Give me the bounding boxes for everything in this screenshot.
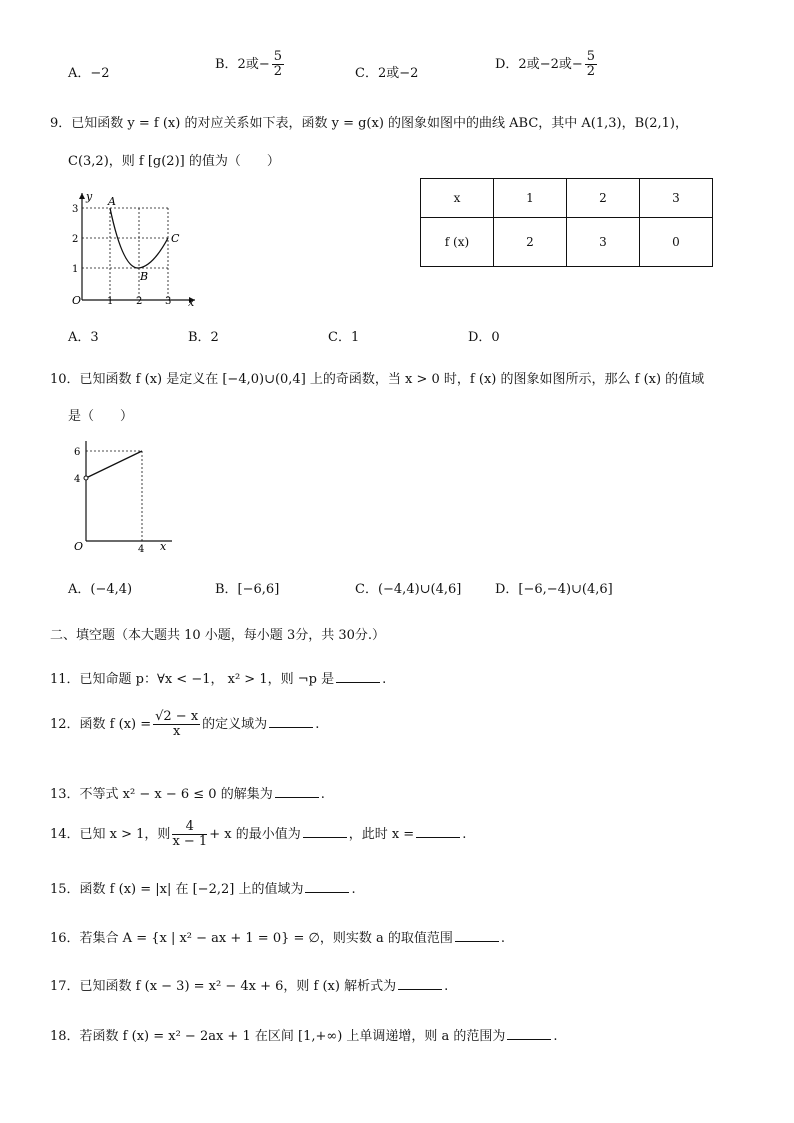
table-cell: x xyxy=(421,179,494,218)
q13-end: . xyxy=(320,787,325,802)
answer-blank[interactable] xyxy=(336,672,380,683)
q9-option-c: C．1 xyxy=(328,330,360,345)
answer-blank[interactable] xyxy=(305,882,349,893)
q10-x-label: x xyxy=(160,540,167,553)
table-cell: 2 xyxy=(567,179,640,218)
q10-option-d: D．[−6,−4)∪(4,6] xyxy=(495,582,613,597)
q15-end: . xyxy=(351,882,356,897)
q11-end: . xyxy=(382,672,387,687)
q9-x-tick-2: 2 xyxy=(136,296,143,307)
q10-line1: 10．已知函数 f (x) 是定义在 [−4,0)∪(0,4] 上的奇函数，当 x > 0 时，f (x) 的图象如图所示，那么 f (x) 的值域 xyxy=(50,372,705,387)
q16-end: . xyxy=(500,931,506,946)
q9-line2: C(3,2)，则 f [g(2)] 的值为（ ） xyxy=(68,154,280,169)
table-cell: 1 xyxy=(494,179,567,218)
q18 xyxy=(50,1025,558,1044)
q10-x-tick-4: 4 xyxy=(138,544,145,555)
q13-text: 13．不等式 x² − x − 6 ≤ 0 的解集为 xyxy=(50,787,273,802)
q8-option-b-prefix: B．2或− xyxy=(215,57,270,72)
answer-blank[interactable] xyxy=(455,931,499,942)
q14-end: . xyxy=(462,827,467,842)
q10-option-c: C．(−4,4)∪(4,6] xyxy=(355,582,462,597)
q9-x-tick-3: 3 xyxy=(165,296,172,307)
q14-prefix: 14．已知 x > 1，则 xyxy=(50,827,171,842)
table-cell: 3 xyxy=(567,218,640,267)
answer-blank[interactable] xyxy=(507,1029,551,1040)
fraction-numerator: 5 xyxy=(273,49,282,64)
q10-origin: O xyxy=(74,540,84,553)
fraction-numerator: 5 xyxy=(586,49,596,64)
q12-prefix: 12．函数 f (x) = xyxy=(50,717,152,732)
q9-function-table xyxy=(420,178,713,267)
answer-blank[interactable] xyxy=(303,827,347,838)
q14-mid2: ，此时 x = xyxy=(348,827,415,842)
q8-option-b xyxy=(215,50,286,79)
q8-option-d-prefix: D．2或−2或− xyxy=(495,57,583,72)
fraction-denominator: 2 xyxy=(273,64,282,79)
q14-fraction xyxy=(172,820,207,849)
q9-y-tick-2: 2 xyxy=(72,234,79,245)
fraction-numerator: 4 xyxy=(172,820,207,835)
q10-y-tick-4: 4 xyxy=(74,474,81,485)
q18-end: . xyxy=(553,1029,558,1044)
q9-origin: O xyxy=(72,294,82,307)
section-2-heading: 二、填空题（本大题共 10 小题，每小题 3分，共 30分.） xyxy=(50,628,386,643)
q11 xyxy=(50,668,386,687)
q8-option-c: C．2或−2 xyxy=(355,66,419,81)
q10-graph xyxy=(60,436,180,556)
answer-blank[interactable] xyxy=(416,827,460,838)
q14-mid: + x 的最小值为 xyxy=(209,827,301,842)
q9-point-a: A xyxy=(108,195,116,208)
q9-y-label: y xyxy=(86,190,93,203)
table-cell: 0 xyxy=(640,218,713,267)
q10-option-b: B．[−6,6] xyxy=(215,582,280,597)
q9-option-d: D．0 xyxy=(468,330,500,345)
table-cell: 2 xyxy=(494,218,567,267)
table-row xyxy=(421,218,713,267)
q9-option-a: A．3 xyxy=(68,330,99,345)
q11-text: 11．已知命题 p：∀x < −1， x² > 1，则 ¬p 是 xyxy=(50,672,335,687)
q9-y-arrow xyxy=(79,193,85,199)
q17 xyxy=(50,975,448,994)
q17-text: 17．已知函数 f (x − 3) = x² − 4x + 6，则 f (x) 解析式为 xyxy=(50,979,397,994)
q18-text: 18．若函数 f (x) = x² − 2ax + 1 在区间 [1,+∞) 上单调递增，则 a 的范围为 xyxy=(50,1029,506,1044)
q9-y-tick-3: 3 xyxy=(72,204,79,215)
q17-end: . xyxy=(444,979,449,994)
q15-text: 15．函数 f (x) = |x| 在 [−2,2] 上的值域为 xyxy=(50,882,304,897)
q10-segment xyxy=(86,451,142,478)
q13 xyxy=(50,783,325,802)
q9-grid xyxy=(82,208,168,300)
q10-option-a: A．(−4,4) xyxy=(68,582,133,597)
q16-text: 16．若集合 A = {x | x² − ax + 1 = 0} = ∅，则实数 a 的取值范围 xyxy=(50,931,453,946)
fraction-numerator: √2 − x xyxy=(155,709,199,724)
q9-x-label: x xyxy=(188,296,195,308)
answer-blank[interactable] xyxy=(398,979,442,990)
q9-line1: 9．已知函数 y = f (x) 的对应关系如下表，函数 y = g(x) 的图象如图中的曲线 ABC，其中 A(1,3)，B(2,1)， xyxy=(50,116,688,131)
q9-x-tick-1: 1 xyxy=(107,296,114,307)
q9-point-b: B xyxy=(140,270,149,283)
q8-option-a: A．−2 xyxy=(68,66,110,81)
fraction-denominator: 2 xyxy=(586,64,596,79)
q14 xyxy=(50,820,466,849)
q8-option-b-fraction xyxy=(272,50,284,79)
q9-graph xyxy=(60,188,200,308)
q10-line2: 是（ ） xyxy=(68,409,134,424)
table-cell: f (x) xyxy=(421,218,494,267)
q9-point-c: C xyxy=(171,232,180,245)
table-cell: 3 xyxy=(640,179,713,218)
table-row xyxy=(421,179,713,218)
answer-blank[interactable] xyxy=(275,787,319,798)
q8-option-d xyxy=(495,50,599,79)
q12-suffix: 的定义域为 xyxy=(202,717,268,732)
fraction-denominator: x − 1 xyxy=(172,834,208,849)
q16 xyxy=(50,927,505,946)
q9-option-b: B．2 xyxy=(188,330,219,345)
answer-blank[interactable] xyxy=(269,717,313,728)
q12-fraction xyxy=(153,710,200,739)
q10-open-point xyxy=(84,476,88,480)
q8-option-d-fraction xyxy=(585,50,597,79)
q12 xyxy=(50,710,319,739)
q15 xyxy=(50,878,356,897)
fraction-denominator: x xyxy=(172,724,181,739)
q9-y-tick-1: 1 xyxy=(72,264,79,275)
q10-y-tick-6: 6 xyxy=(74,447,81,458)
q12-end: . xyxy=(315,717,320,732)
